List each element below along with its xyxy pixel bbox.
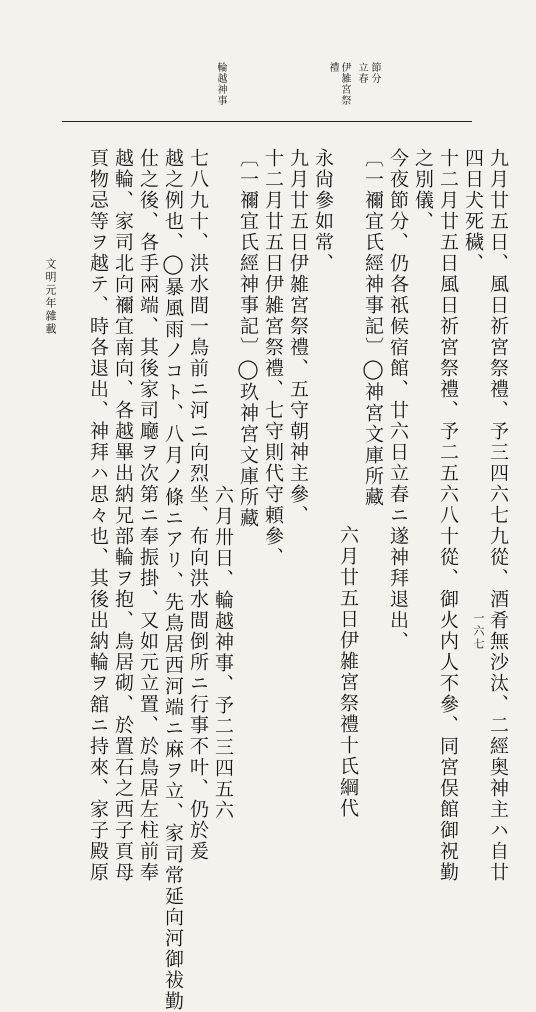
text-column-2: 四日犬死穢、 — [462, 148, 484, 274]
text-column-7: 六月廿五日伊雑宮祭禮十氏綱代 — [337, 525, 359, 819]
text-column-4: 之別儀、 — [412, 148, 434, 232]
text-column-16: 越輪、家司北向禰宜南向、各越畢出納兄部輪ヲ抱、鳥居砌、於置石之西子頁母 — [112, 148, 134, 883]
text-column-17: 頁物忌等ヲ越テ、時各退出、神拜ハ思々也、其後出納輪ヲ舘ニ持來、家子殿原 — [87, 148, 109, 883]
text-column-9: 九月廿五日伊雑宮祭禮、五守朝神主參、 — [287, 148, 309, 526]
header-rule — [62, 121, 472, 122]
text-column-14: 越之例也、◯暴風雨ノコト、八月ノ條ニアリ、先鳥居西河端ニ麻ヲ立、家司常延向河御祓勤 — [162, 148, 184, 1012]
text-column-8: 永尙參如常、 — [312, 148, 334, 274]
text-column-5: 今夜節分、仍各祇候宿館、廿六日立春ニ遂神拜退出、 — [387, 148, 409, 652]
header-item-risshun: 立春 — [356, 62, 367, 84]
source-citation-2: 〔一禰宜氏經神事記〕◯玖神宮文庫所藏 — [237, 148, 259, 529]
header-item-setsubun: 節分 — [369, 62, 380, 84]
source-citation-1: 〔一禰宜氏經神事記〕◯神宮文庫所藏 — [362, 148, 384, 508]
text-column-3: 十二月廿五日風日祈宮祭禮、予二五六八十從、御火内人不參、同宮俣館御祝勤 — [437, 148, 459, 883]
text-column-1: 九月廿五日、風日祈宮祭禮、予三四六七九從、酒肴無沙汰、二經奥神主ハ自廿 — [487, 148, 509, 883]
page-number: 一六七 — [472, 612, 485, 651]
header-item-rei: 禮 — [327, 62, 338, 73]
running-head: 文明元年雜載 — [44, 258, 57, 336]
text-column-15: 仕之後、各手兩端、其後家司廰ヲ次第ニ奉振掛、又如元立置、於鳥居左柱前奉 — [137, 148, 159, 883]
text-column-12: 六月卅日、輪越神事、予二三四五六 — [212, 485, 234, 821]
text-column-10: 十二月廿五日伊雑宮祭禮、七守則代守頼參、 — [262, 148, 284, 568]
header-item-wagoshi-shinji: 輪越神事 — [215, 62, 226, 106]
text-column-13: 七八九十、洪水間一鳥前ニ河ニ向烈坐、布向洪水間倒所ニ行事不叶、仍於爰 — [187, 148, 209, 862]
header-item-izawa-festival: 伊雑宮祭 — [339, 62, 350, 106]
